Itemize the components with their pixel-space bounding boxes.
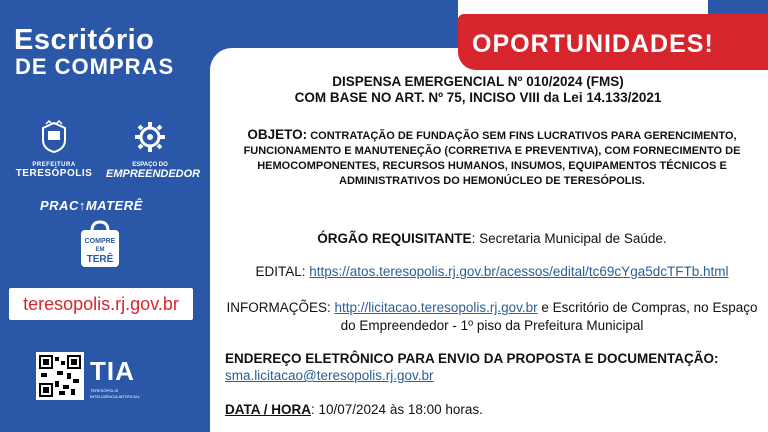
tia-logo	[90, 356, 140, 399]
edital-section	[222, 264, 762, 279]
notice-heading	[222, 74, 734, 106]
orgao-label: ÓRGÃO REQUISITANTE	[317, 231, 472, 246]
brand-subtitle: DE COMPRAS	[15, 54, 175, 79]
data-hora-section	[225, 402, 765, 417]
info-section	[222, 299, 762, 335]
qr-code[interactable]	[36, 352, 84, 400]
tia-sub2: INTELIGÊNCIA ARTIFICIAL	[90, 394, 140, 399]
info-text: e Escritório de Compras, no Espaço do Empreendedor - 1º piso da Prefeitura Municipal	[340, 300, 758, 333]
crest-icon	[37, 120, 71, 154]
oportunidades-banner: OPORTUNIDADES!	[458, 18, 768, 70]
objeto-text: CONTRATAÇÃO DE FUNDAÇÃO SEM FINS LUCRATIVOS PARA GERENCIMENTO, FUNCIONAMENTO E MANUTENEÇÃO (CORRETIVA E PREVENTIVA), COM FORNECIMENTO DE HEMOCOMPONENTES, RECURSOS HUMANOS, INSUMOS, EQUIPAMENTOS TÉCNICOS E ADMINISTRATIVOS DO HEMONÚCLEO DE TERESÓPOLIS.	[243, 130, 741, 187]
espaco-small-label: ESPAÇO DO	[132, 162, 168, 168]
espaco-name: EMPREENDEDOR	[106, 168, 201, 180]
svg-text:EM: EM	[95, 247, 105, 253]
endereco-label: ENDEREÇO ELETRÔNICO PARA ENVIO DA PROPOSTA E DOCUMENTAÇÃO:	[225, 351, 719, 366]
endereco-email[interactable]: sma.licitacao@teresopolis.rj.gov.br	[225, 368, 434, 383]
heading-line-2: COM BASE NO ART. Nº 75, INCISO VIII da Lei 14.133/2021	[294, 90, 662, 105]
svg-text:TERÊ: TERÊ	[86, 254, 114, 265]
orgao-section	[222, 231, 762, 246]
prefeitura-name: TERESÓPOLIS	[15, 168, 93, 179]
gear-icon	[133, 120, 167, 154]
info-label: INFORMAÇÕES:	[226, 300, 335, 315]
endereco-section	[225, 350, 765, 384]
pracimatere-logo: PRAC↑MATERÊ	[40, 198, 143, 213]
orgao-value: : Secretaria Municipal de Saúde.	[471, 231, 667, 246]
shopping-bag-icon	[78, 219, 122, 269]
data-hora-label: DATA / HORA	[225, 402, 311, 417]
tia-sub1: TERESÓPOLIS	[90, 388, 119, 393]
info-link[interactable]: http://licitacao.teresopolis.rj.gov.br	[334, 300, 538, 315]
espaco-empreendedor-logo	[106, 120, 201, 180]
tia-mark: TIA	[90, 356, 135, 386]
edital-label: EDITAL:	[255, 264, 310, 279]
heading-line-1: DISPENSA EMERGENCIAL Nº 010/2024 (FMS)	[332, 74, 624, 89]
website-url[interactable]: teresopolis.rj.gov.br	[9, 288, 193, 320]
svg-text:COMPRE: COMPRE	[84, 238, 116, 245]
data-hora-value: : 10/07/2024 às 18:00 horas.	[311, 402, 483, 417]
sidebar-panel	[0, 0, 205, 432]
prefeitura-small-label: PREFEITURA	[32, 162, 76, 168]
objeto-section	[222, 127, 762, 189]
prefeitura-logo	[14, 120, 94, 179]
objeto-label: OBJETO:	[247, 127, 308, 142]
brand-title: Escritório	[14, 24, 155, 56]
qr-code-icon	[39, 355, 81, 397]
edital-link[interactable]: https://atos.teresopolis.rj.gov.br/acessos/edital/tc69cYga5dcTFTb.html	[309, 264, 729, 279]
